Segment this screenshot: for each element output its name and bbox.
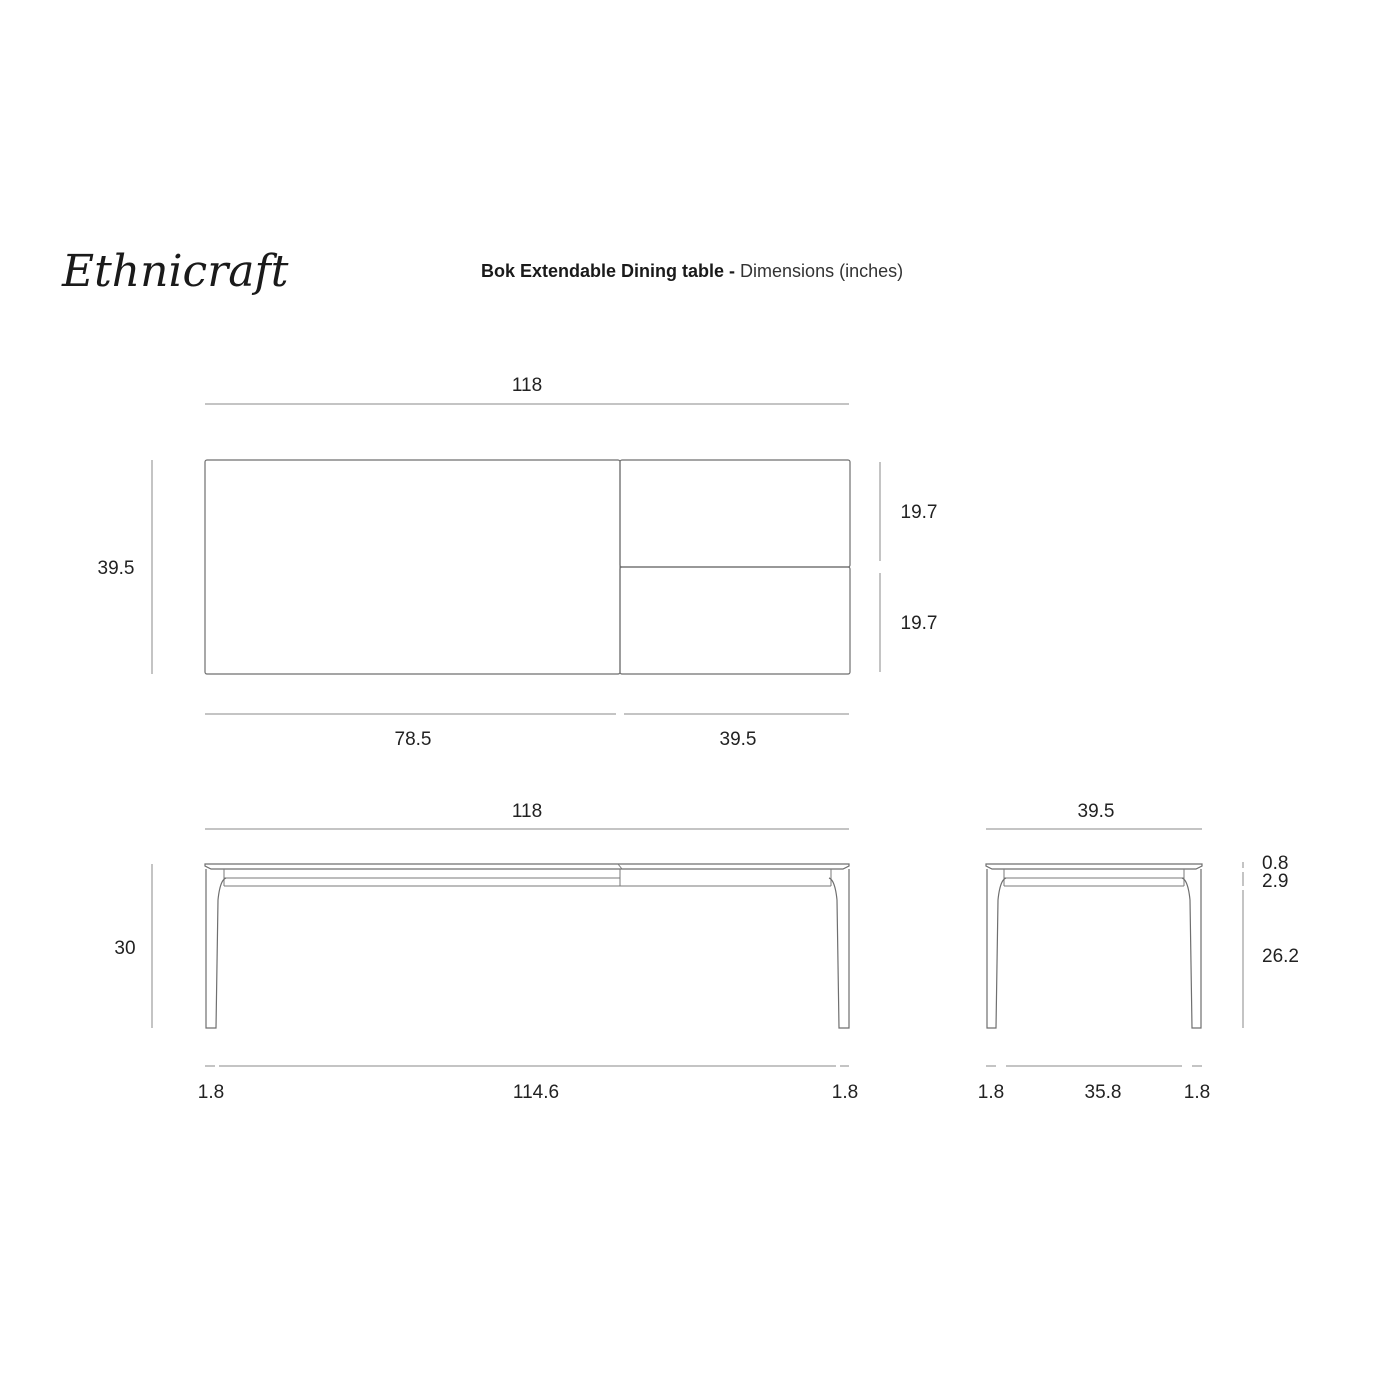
front-height: 30	[114, 938, 136, 959]
table-main-top	[205, 460, 620, 674]
front-leg-right	[829, 869, 849, 1028]
front-overall-length: 118	[511, 801, 543, 822]
side-view	[978, 801, 1299, 1103]
leaf-lower-width: 19.7	[900, 613, 938, 634]
front-extension-seam	[618, 864, 622, 869]
side-depth: 39.5	[1077, 801, 1115, 822]
side-leg-right-width: 1.8	[1183, 1082, 1211, 1103]
top-depth: 39.5	[97, 558, 135, 579]
main-section-length: 78.5	[394, 729, 432, 750]
front-view	[114, 801, 858, 1103]
extension-leaf-upper	[620, 460, 850, 567]
extension-length: 39.5	[719, 729, 757, 750]
side-top-thickness: 0.8	[1262, 853, 1289, 874]
side-leg-right	[1182, 869, 1201, 1028]
front-leg-left	[206, 869, 226, 1028]
front-tabletop	[205, 864, 849, 869]
side-leg-left-width: 1.8	[977, 1082, 1005, 1103]
leaf-upper-width: 19.7	[900, 502, 938, 523]
side-leg-clearance: 26.2	[1262, 946, 1299, 967]
side-tabletop	[986, 864, 1202, 869]
extension-leaf-lower	[620, 567, 850, 674]
side-leg-left	[987, 869, 1006, 1028]
brand-logo: Ethnicraft	[62, 246, 289, 297]
product-name: Bok Extendable Dining table	[481, 261, 725, 281]
side-apron-height: 2.9	[1262, 871, 1289, 892]
side-span: 35.8	[1084, 1082, 1122, 1103]
front-leg-left-width: 1.8	[197, 1082, 225, 1103]
front-leg-right-width: 1.8	[831, 1082, 859, 1103]
title-separator: -	[724, 261, 741, 281]
page-title	[481, 261, 903, 281]
title-subtitle: Dimensions (inches)	[740, 261, 904, 281]
top-view	[98, 375, 938, 750]
front-span: 114.6	[512, 1082, 560, 1103]
top-overall-length: 118	[511, 375, 543, 396]
